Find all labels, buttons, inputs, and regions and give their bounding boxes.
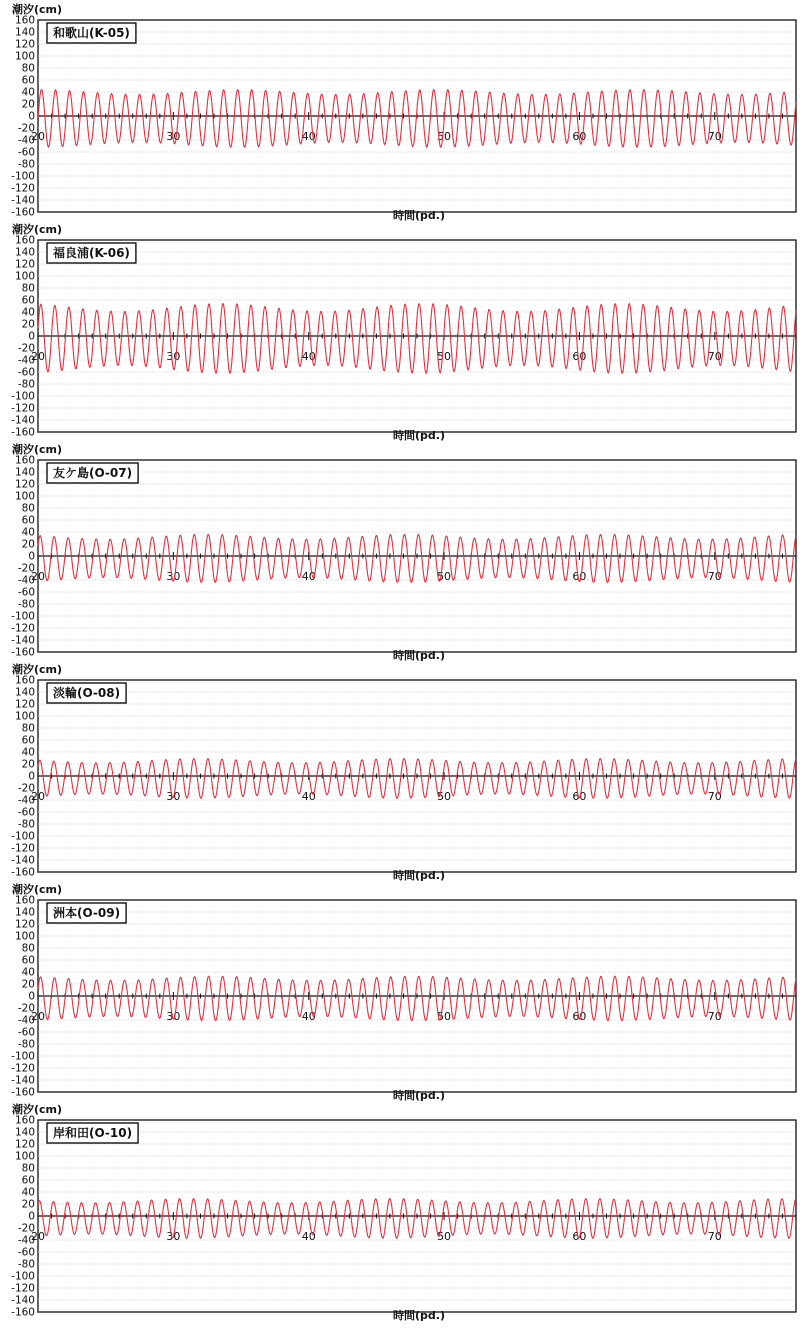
x-tick-label: 50 bbox=[437, 1230, 452, 1243]
y-tick-label: -40 bbox=[17, 354, 35, 367]
y-tick-label: 140 bbox=[14, 1126, 35, 1139]
y-tick-label: -120 bbox=[11, 182, 35, 195]
y-tick-label: 40 bbox=[21, 306, 35, 319]
y-tick-label: -60 bbox=[17, 1026, 35, 1039]
y-tick-label: 60 bbox=[21, 734, 35, 747]
y-tick-label: -100 bbox=[11, 610, 35, 623]
x-tick-label: 20 bbox=[31, 570, 45, 583]
y-tick-label: -140 bbox=[11, 414, 35, 427]
y-tick-label: -140 bbox=[11, 194, 35, 207]
y-tick-label: 140 bbox=[14, 26, 35, 39]
x-tick-label: 60 bbox=[572, 1010, 587, 1023]
y-tick-label: -120 bbox=[11, 1062, 35, 1075]
y-axis-label: 潮汐(cm) bbox=[12, 223, 63, 236]
x-tick-label: 50 bbox=[437, 130, 452, 143]
y-tick-label: 80 bbox=[21, 502, 35, 515]
y-tick-label: 0 bbox=[28, 990, 35, 1003]
y-tick-label: 20 bbox=[21, 538, 35, 551]
x-axis-label: 時間(pd.) bbox=[393, 209, 445, 222]
y-tick-label: 100 bbox=[14, 1150, 35, 1163]
y-tick-label: 160 bbox=[14, 234, 35, 247]
x-tick-label: 20 bbox=[31, 350, 45, 363]
station-label: 淡輪(O-08) bbox=[53, 686, 121, 700]
y-tick-label: -120 bbox=[11, 622, 35, 635]
x-tick-label: 40 bbox=[301, 1010, 316, 1023]
y-tick-label: -100 bbox=[11, 390, 35, 403]
y-tick-label: 80 bbox=[21, 722, 35, 735]
y-tick-label: 40 bbox=[21, 966, 35, 979]
y-tick-label: -20 bbox=[17, 342, 35, 355]
y-tick-label: 160 bbox=[14, 14, 35, 27]
tide-chart bbox=[0, 1100, 800, 1320]
y-tick-label: -40 bbox=[17, 134, 35, 147]
x-tick-label: 40 bbox=[301, 1230, 316, 1243]
tide-chart bbox=[0, 220, 800, 440]
y-tick-label: 160 bbox=[14, 454, 35, 467]
y-tick-label: 60 bbox=[21, 954, 35, 967]
x-tick-label: 40 bbox=[301, 570, 316, 583]
y-tick-label: -80 bbox=[17, 1258, 35, 1271]
x-tick-label: 50 bbox=[437, 570, 452, 583]
y-tick-label: 80 bbox=[21, 942, 35, 955]
y-tick-label: 40 bbox=[21, 746, 35, 759]
y-tick-label: 40 bbox=[21, 86, 35, 99]
x-tick-label: 60 bbox=[572, 350, 587, 363]
x-tick-label: 60 bbox=[572, 130, 587, 143]
y-axis-label: 潮汐(cm) bbox=[12, 1103, 63, 1116]
x-tick-label: 30 bbox=[166, 1230, 181, 1243]
y-tick-label: -100 bbox=[11, 830, 35, 843]
y-tick-label: 40 bbox=[21, 1186, 35, 1199]
y-tick-label: -140 bbox=[11, 1074, 35, 1087]
x-tick-label: 70 bbox=[707, 350, 722, 363]
y-tick-label: -160 bbox=[11, 1306, 35, 1319]
x-tick-label: 30 bbox=[166, 790, 181, 803]
tide-chart bbox=[0, 440, 800, 660]
y-tick-label: -60 bbox=[17, 806, 35, 819]
x-tick-label: 50 bbox=[437, 790, 452, 803]
y-tick-label: 60 bbox=[21, 74, 35, 87]
y-tick-label: -120 bbox=[11, 1282, 35, 1295]
y-tick-label: -40 bbox=[17, 794, 35, 807]
chart-panel bbox=[0, 220, 800, 440]
chart-panel bbox=[0, 1100, 800, 1320]
x-axis-label: 時間(pd.) bbox=[393, 869, 445, 882]
y-tick-label: -60 bbox=[17, 146, 35, 159]
y-tick-label: 60 bbox=[21, 514, 35, 527]
y-tick-label: -20 bbox=[17, 122, 35, 135]
x-tick-label: 70 bbox=[707, 790, 722, 803]
y-tick-label: -60 bbox=[17, 1246, 35, 1259]
y-tick-label: 0 bbox=[28, 550, 35, 563]
y-tick-label: 100 bbox=[14, 710, 35, 723]
y-tick-label: 160 bbox=[14, 894, 35, 907]
y-tick-label: -160 bbox=[11, 426, 35, 439]
y-tick-label: 20 bbox=[21, 98, 35, 111]
y-axis-label: 潮汐(cm) bbox=[12, 663, 63, 676]
y-tick-label: 80 bbox=[21, 1162, 35, 1175]
y-tick-label: 60 bbox=[21, 1174, 35, 1187]
y-tick-label: -40 bbox=[17, 1234, 35, 1247]
y-tick-label: -80 bbox=[17, 1038, 35, 1051]
y-tick-label: -140 bbox=[11, 854, 35, 867]
x-tick-label: 40 bbox=[301, 790, 316, 803]
y-tick-label: 140 bbox=[14, 246, 35, 259]
chart-panel bbox=[0, 440, 800, 660]
x-tick-label: 70 bbox=[707, 570, 722, 583]
y-tick-label: -100 bbox=[11, 1270, 35, 1283]
x-tick-label: 30 bbox=[166, 570, 181, 583]
y-tick-label: 0 bbox=[28, 770, 35, 783]
y-axis-label: 潮汐(cm) bbox=[12, 443, 63, 456]
chart-panel bbox=[0, 660, 800, 880]
y-tick-label: -40 bbox=[17, 1014, 35, 1027]
y-tick-label: 100 bbox=[14, 270, 35, 283]
x-tick-label: 60 bbox=[572, 790, 587, 803]
chart-panel bbox=[0, 880, 800, 1100]
y-tick-label: 120 bbox=[14, 38, 35, 51]
y-tick-label: 80 bbox=[21, 62, 35, 75]
y-tick-label: 100 bbox=[14, 50, 35, 63]
y-tick-label: -80 bbox=[17, 158, 35, 171]
y-tick-label: 0 bbox=[28, 110, 35, 123]
y-tick-label: -60 bbox=[17, 366, 35, 379]
y-tick-label: 120 bbox=[14, 698, 35, 711]
y-tick-label: 160 bbox=[14, 674, 35, 687]
y-tick-label: -20 bbox=[17, 562, 35, 575]
x-tick-label: 20 bbox=[31, 1010, 45, 1023]
y-tick-label: 120 bbox=[14, 918, 35, 931]
tide-chart bbox=[0, 0, 800, 220]
y-tick-label: -120 bbox=[11, 842, 35, 855]
x-axis-label: 時間(pd.) bbox=[393, 429, 445, 442]
x-axis-label: 時間(pd.) bbox=[393, 1089, 445, 1102]
x-tick-label: 30 bbox=[166, 1010, 181, 1023]
y-tick-label: -40 bbox=[17, 574, 35, 587]
y-tick-label: -120 bbox=[11, 402, 35, 415]
station-label: 福良浦(K-06) bbox=[53, 246, 130, 260]
y-tick-label: -160 bbox=[11, 866, 35, 879]
station-label: 和歌山(K-05) bbox=[53, 26, 130, 40]
y-axis-label: 潮汐(cm) bbox=[12, 883, 63, 896]
x-tick-label: 70 bbox=[707, 1230, 722, 1243]
y-tick-label: 0 bbox=[28, 330, 35, 343]
y-tick-label: -80 bbox=[17, 818, 35, 831]
y-tick-label: -20 bbox=[17, 1222, 35, 1235]
y-axis-label: 潮汐(cm) bbox=[12, 3, 63, 16]
station-label: 岸和田(O-10) bbox=[53, 1126, 133, 1140]
y-tick-label: -60 bbox=[17, 586, 35, 599]
tide-chart bbox=[0, 660, 800, 880]
y-tick-label: 0 bbox=[28, 1210, 35, 1223]
y-tick-label: 100 bbox=[14, 490, 35, 503]
x-axis-label: 時間(pd.) bbox=[393, 1309, 445, 1322]
y-tick-label: -100 bbox=[11, 1050, 35, 1063]
y-tick-label: 80 bbox=[21, 282, 35, 295]
y-tick-label: 120 bbox=[14, 478, 35, 491]
y-tick-label: -160 bbox=[11, 206, 35, 219]
x-tick-label: 20 bbox=[31, 130, 45, 143]
x-tick-label: 60 bbox=[572, 570, 587, 583]
station-label: 洲本(O-09) bbox=[53, 906, 121, 920]
y-tick-label: 20 bbox=[21, 978, 35, 991]
y-tick-label: 20 bbox=[21, 318, 35, 331]
x-tick-label: 50 bbox=[437, 1010, 452, 1023]
y-tick-label: -160 bbox=[11, 1086, 35, 1099]
y-tick-label: 20 bbox=[21, 758, 35, 771]
y-tick-label: -100 bbox=[11, 170, 35, 183]
x-tick-label: 20 bbox=[31, 790, 45, 803]
y-tick-label: 120 bbox=[14, 1138, 35, 1151]
station-label: 友ケ島(O-07) bbox=[53, 466, 133, 480]
x-tick-label: 20 bbox=[31, 1230, 45, 1243]
y-tick-label: -140 bbox=[11, 1294, 35, 1307]
y-tick-label: -20 bbox=[17, 782, 35, 795]
x-tick-label: 30 bbox=[166, 130, 181, 143]
y-tick-label: 20 bbox=[21, 1198, 35, 1211]
x-tick-label: 70 bbox=[707, 1010, 722, 1023]
y-tick-label: 140 bbox=[14, 906, 35, 919]
tide-chart bbox=[0, 880, 800, 1100]
x-axis-label: 時間(pd.) bbox=[393, 649, 445, 662]
chart-panel bbox=[0, 0, 800, 220]
y-tick-label: -80 bbox=[17, 378, 35, 391]
y-tick-label: 40 bbox=[21, 526, 35, 539]
y-tick-label: 140 bbox=[14, 686, 35, 699]
x-tick-label: 30 bbox=[166, 350, 181, 363]
y-tick-label: 160 bbox=[14, 1114, 35, 1127]
y-tick-label: -140 bbox=[11, 634, 35, 647]
x-tick-label: 40 bbox=[301, 130, 316, 143]
y-tick-label: -80 bbox=[17, 598, 35, 611]
y-tick-label: -160 bbox=[11, 646, 35, 659]
x-tick-label: 60 bbox=[572, 1230, 587, 1243]
y-tick-label: 60 bbox=[21, 294, 35, 307]
y-tick-label: 100 bbox=[14, 930, 35, 943]
y-tick-label: 140 bbox=[14, 466, 35, 479]
x-tick-label: 40 bbox=[301, 350, 316, 363]
y-tick-label: -20 bbox=[17, 1002, 35, 1015]
x-tick-label: 70 bbox=[707, 130, 722, 143]
x-tick-label: 50 bbox=[437, 350, 452, 363]
y-tick-label: 120 bbox=[14, 258, 35, 271]
